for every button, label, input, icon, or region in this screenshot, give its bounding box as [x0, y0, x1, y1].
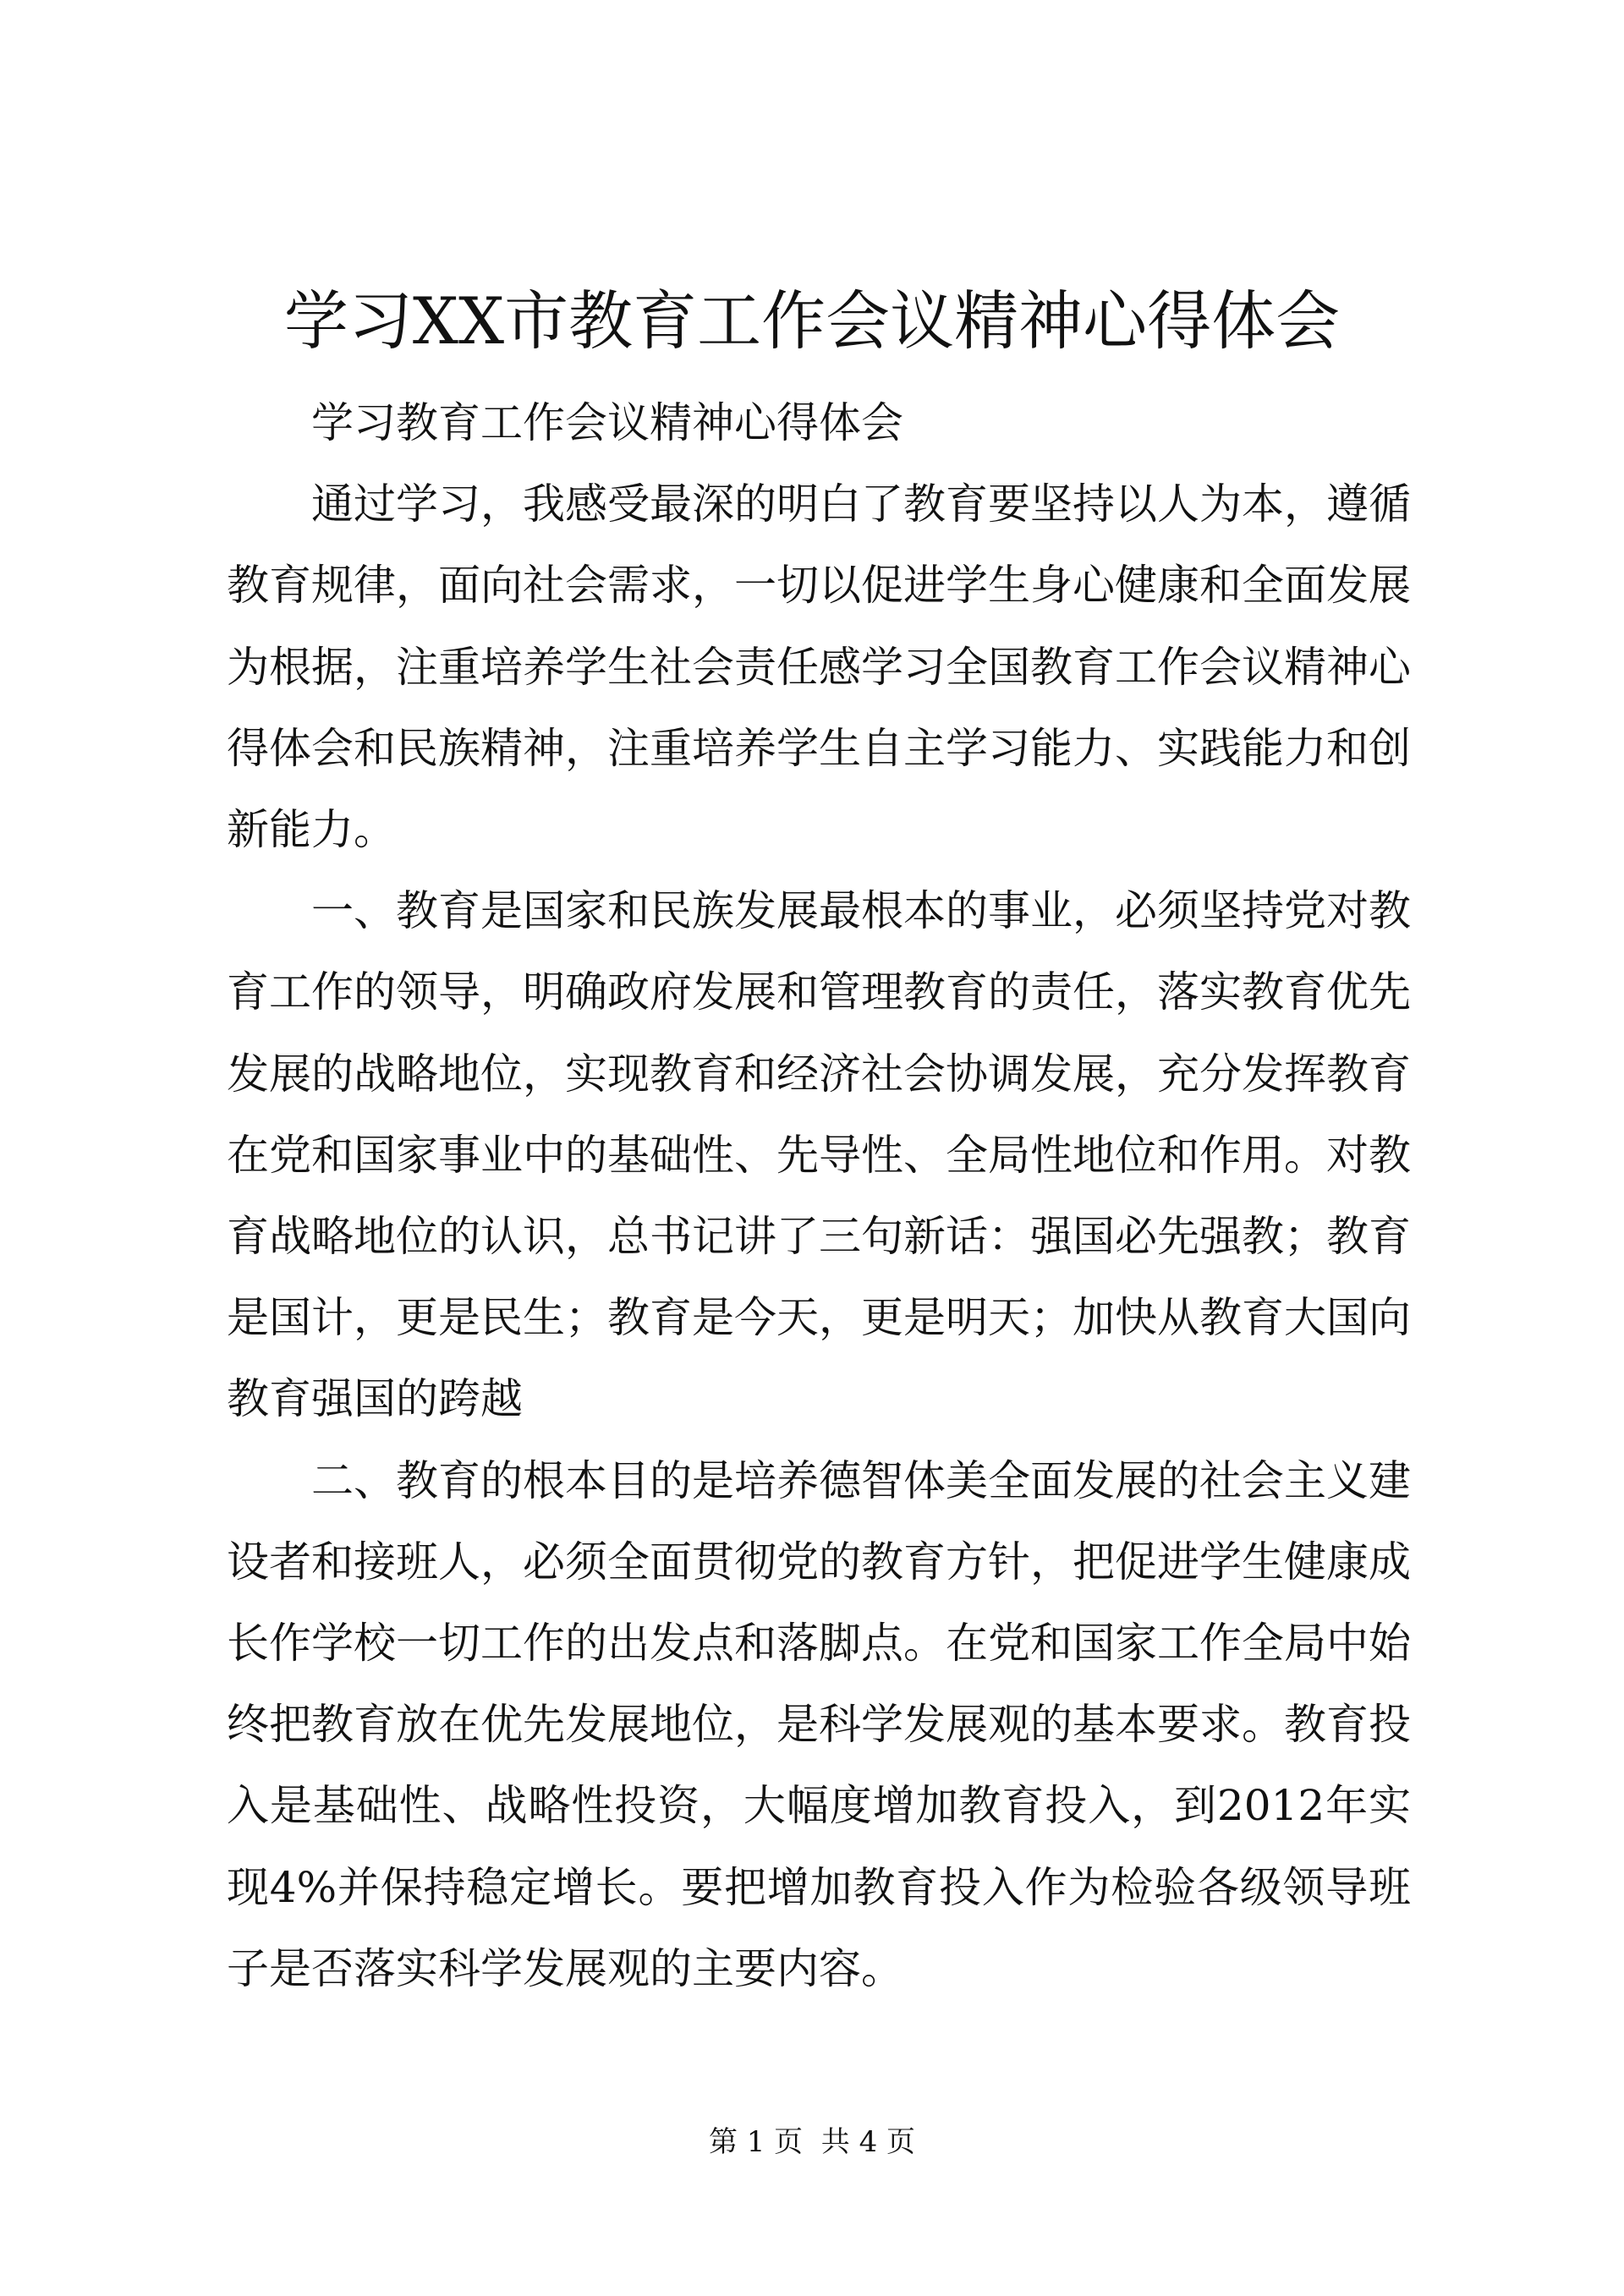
section-one-paragraph: 一、教育是国家和民族发展最根本的事业，必须坚持党对教育工作的领导，明确政府发展和管理教育的责任，落实教育优先发展的战略地位，实现教育和经济社会协调发展，充分发挥教育在党和国家事业中的基础性、先导性、全局性地位和作用。对教育战略地位的认识，总书记讲了三句新话：强国必先强教；教育是国计，更是民生；教育是今天，更是明天；加快从教育大国向教育强国的跨越 [227, 886, 1411, 1424]
section-two-paragraph: 二、教育的根本目的是培养德智体美全面发展的社会主义建设者和接班人，必须全面贯彻党的教育方针，把促进学生健康成长作学校一切工作的出发点和落脚点。在党和国家工作全局中始终把教育放在优先发展地位，是科学发展观的基本要求。教育投入是基础性、战略性投资，大幅度增加教育投入，到2012年实现4%并保持稳定增长。要把增加教育投入作为检验各级领导班子是否落实科学发展观的主要内容。 [227, 1455, 1411, 1993]
intro-paragraph: 通过学习，我感受最深的明白了教育要坚持以人为本，遵循教育规律，面向社会需求，一切以促进学生身心健康和全面发展为根据，注重培养学生社会责任感学习全国教育工作会议精神心得体会和民族精神，注重培养学生自主学习能力、实践能力和创新能力。 [227, 479, 1411, 855]
subtitle-paragraph: 学习教育工作会议精神心得体会 [311, 398, 903, 447]
page-number-footer: 第 1 页 共 4 页 [708, 2125, 916, 2159]
document-body [227, 382, 1411, 2009]
document-title: 学习XX市教育工作会议精神心得体会 [283, 283, 1341, 359]
